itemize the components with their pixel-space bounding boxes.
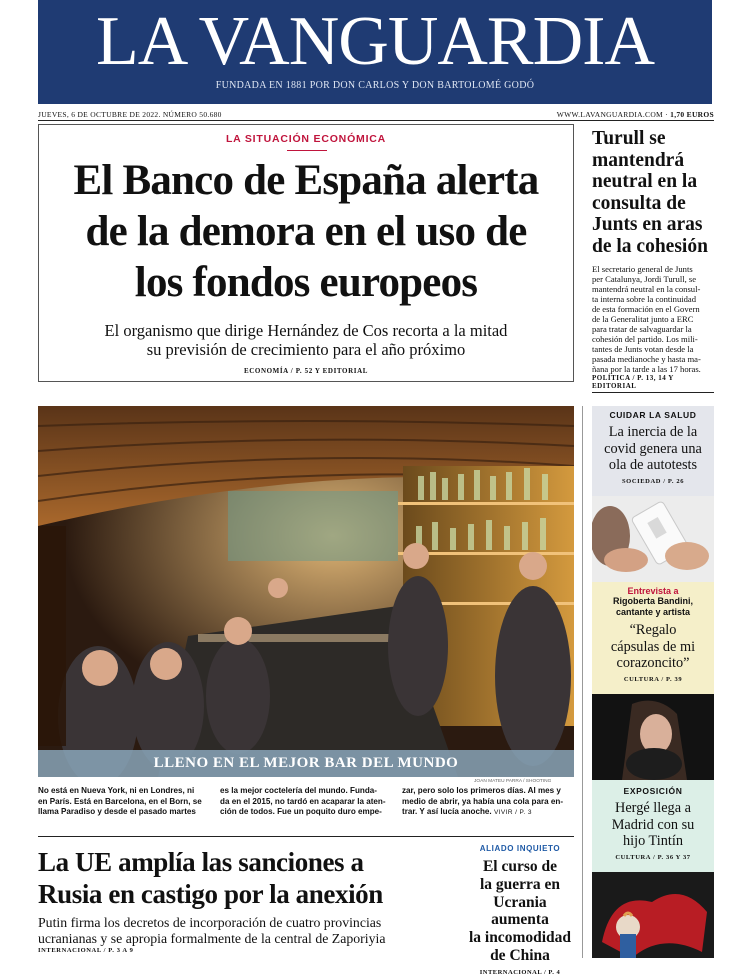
body-line: de la Generalitat junto a ERC [592,314,694,324]
turull-story[interactable] [592,128,714,390]
subject-line: cantante y artista [615,607,691,617]
china-headline[interactable] [464,858,576,965]
body-line: trar. Y así lucía anoche. [402,807,492,817]
salud-headline [592,424,714,474]
autotest-illustration [592,496,714,582]
tintin-photo [592,872,714,958]
photo-text-col3 [402,786,578,819]
quote-line: cápsulas de mi [610,638,696,655]
deck-line: ucranianas y se apropia formalmente de la central de Zaporiyia [38,931,386,946]
body-line: pasada medianoche y hasta ma- [592,354,701,364]
dateline-issue: JUEVES, 6 DE OCTUBRE DE 2022. NÚMERO 50.680 [38,110,222,119]
headline-line: El curso de [482,858,558,875]
body-line: per Catalunya, Jordi Turull, se [592,274,697,284]
headline-line: la guerra en [479,875,561,893]
headline-line: Junts en aras [592,214,703,235]
headline-line: los fondos europeos [134,259,478,306]
headline-line: covid genera una [604,440,702,457]
headline-line: de la cohesión [592,235,708,257]
body-line: zar, pero solo los primeros días. Al mes y [402,786,561,795]
headline-line: neutral en la [592,171,698,192]
body-line: es la mejor coctelería del mundo. Funda- [220,786,377,795]
deck-line: El organismo que dirige Hernández de Cos recorta a la mitad [104,321,508,340]
body-line: tantes de Junts votan desde la [592,344,694,354]
turull-headline[interactable] [592,128,714,257]
site-url[interactable]: WWW.LAVANGUARDIA.COM [556,110,663,119]
china-page-ref: INTERNACIONAL / P. 4 [479,968,561,976]
bandini-illustration [592,694,714,780]
headline-line: Hergé llega a [615,800,691,816]
ue-page-ref: INTERNACIONAL / P. 3 A 9 [38,947,134,954]
masthead-tagline: FUNDADA EN 1881 POR DON CARLOS Y DON BARTOLOMÉ GODÓ [215,80,535,91]
body-line: ñana por la tarde a las 17 horas. [592,364,701,374]
expo-headline [592,800,714,850]
kicker-rule [287,150,327,151]
bar-photo[interactable] [38,406,574,777]
quote-line: corazoncito” [616,655,690,671]
body-line: llama Paradiso y desde el pasado martes [38,807,196,817]
bar-photo-illustration [38,406,574,777]
photo-text-col1 [38,786,214,818]
price: 1,70 EUROS [670,110,714,119]
subject-line: Rigoberta Bandini, [612,596,693,606]
photo-text-col2 [220,786,396,818]
headline-line: la incomodidad [468,929,572,947]
lead-deck [59,321,553,359]
photo-page-ref: VIVIR / P. 3 [493,809,532,817]
headline-line: El Banco de España alerta [73,157,539,204]
headline-line: Madrid con su [611,816,695,833]
entrevista-kicker: Entrevista a [627,586,679,596]
body-line: en París. Está en Barcelona, en el Born, se [38,796,202,806]
headline-line: Turull se [592,128,666,149]
entrevista-module[interactable] [592,582,714,694]
quote-line: “Regalo [629,622,677,638]
headline-line: La UE amplía las sanciones a [38,847,364,877]
deck-line: Putin firma los decretos de incorporación de cuatro provincias [38,915,382,930]
entrevista-subject [592,596,714,618]
turull-body [592,264,714,374]
ue-story[interactable] [38,846,456,954]
column-rule [592,392,714,393]
entrevista-quote [592,622,714,672]
ue-headline[interactable] [38,846,456,910]
headline-line: ola de autotests [608,457,698,473]
sidebar-divider [582,406,583,958]
bandini-photo [592,694,714,780]
china-kicker: ALIADO INQUIETO [479,844,561,853]
lead-story[interactable] [38,124,574,382]
photo-caption: LLENO EN EL MEJOR BAR DEL MUNDO [38,750,574,777]
tintin-illustration [592,872,714,958]
dateline-right: WWW.LAVANGUARDIA.COM · 1,70 EUROS [556,110,714,119]
masthead [38,0,712,104]
headline-line: mantendrá [592,149,685,171]
expo-page-ref: CULTURA / P. 36 Y 37 [615,853,691,861]
body-line: No está en Nueva York, ni en Londres, ni [38,786,195,795]
china-story[interactable] [464,844,576,976]
body-line: ta interna sobre la continuidad [592,294,697,304]
headline-line: de China [490,946,550,964]
body-line: cohesión del partido. Los mili- [592,334,698,344]
body-line: ción de todos. Fue un poquito duro empe- [220,807,382,817]
photo-credit: JOAN MATEU PARRA / SHOOTING [474,779,552,784]
lead-kicker: LA SITUACIÓN ECONÓMICA [225,133,387,145]
salud-module[interactable] [592,406,714,496]
newspaper-logo[interactable]: LA VANGUARDIA [95,3,655,80]
dateline-rule [38,120,714,121]
body-line: medio de abrir, ya había una cola para en- [402,796,564,806]
lead-page-ref: ECONOMÍA / P. 52 Y EDITORIAL [243,367,369,375]
body-line: para tratar de salvaguardar la [592,324,692,334]
headline-line: Rusia en castigo por la anexión [38,879,383,909]
headline-line: consulta de [592,192,686,214]
headline-line: Ucrania aumenta [491,893,549,929]
section-rule [38,836,574,837]
salud-page-ref: SOCIEDAD / P. 26 [621,477,685,485]
body-line: mantendrá neutral en la consul- [592,284,701,294]
headline-line: La inercia de la [608,424,698,440]
ue-deck [38,915,456,947]
headline-line: hijo Tintín [622,833,683,849]
salud-kicker: CUIDAR LA SALUD [609,410,697,420]
deck-line: su previsión de crecimiento para el año próximo [146,340,466,359]
lead-headline[interactable] [39,155,573,308]
entrevista-page-ref: CULTURA / P. 39 [623,675,683,683]
body-line: da en el 2015, no tardó en acaparar la aten- [220,796,386,806]
expo-module[interactable] [592,780,714,872]
autotest-photo [592,496,714,582]
turull-page-ref: POLÍTICA / P. 13, 14 Y EDITORIAL [592,374,674,390]
headline-line: de la demora en el uso de [85,208,527,255]
expo-kicker: EXPOSICIÓN [623,786,683,796]
body-line: El secretario general de Junts [592,264,693,274]
body-line: de esta formación en el Govern [592,304,700,314]
